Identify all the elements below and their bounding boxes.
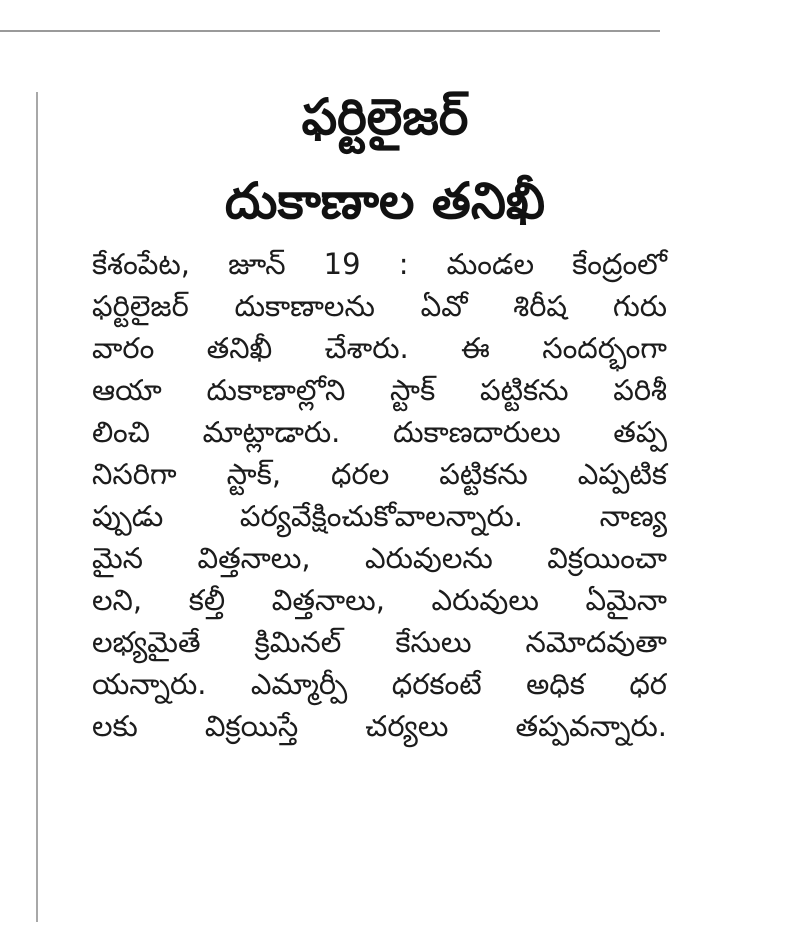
column-divider-rule: [36, 92, 38, 922]
body-line: ఆయా దుకాణాల్లోని స్టాక్ పట్టికను పరిశీ: [92, 373, 667, 407]
body-line: మైన విత్తనాలు, ఎరువులను విక్రయించా: [92, 541, 667, 575]
body-line: లభ్యమైతే క్రిమినల్ కేసులు నమోదవుతా: [92, 625, 667, 659]
article-headline: [80, 85, 680, 233]
body-line: లించి మాట్లాడారు. దుకాణదారులు తప్ప: [92, 415, 667, 449]
body-line: ప్పుడు పర్యవేక్షించుకోవాలన్నారు. నాణ్య: [92, 499, 667, 533]
body-line: వారం తనిఖీ చేశారు. ఈ సందర్భంగా: [92, 331, 667, 365]
top-divider-rule: [0, 30, 660, 32]
body-line: లని, కల్తీ విత్తనాలు, ఎరువులు ఏమైనా: [92, 583, 667, 617]
body-line: లకు విక్రయిస్తే చర్యలు తప్పవన్నారు.: [92, 709, 667, 743]
body-line: కేశంపేట, జూన్ 19 : మండల కేంద్రంలో: [92, 247, 667, 281]
article-body: [92, 243, 667, 747]
headline-line-2: దుకాణాల తనిఖీ: [224, 172, 546, 230]
news-article: [80, 85, 680, 747]
headline-line-1: ఫర్టిలైజర్: [301, 88, 469, 146]
body-line: యన్నారు. ఎమ్మార్పీ ధరకంటే అధిక ధర: [92, 667, 667, 701]
body-line: ఫర్టిలైజర్ దుకాణాలను ఏవో శిరీష గురు: [92, 289, 667, 323]
body-line: నిసరిగా స్టాక్, ధరల పట్టికను ఎప్పటిక: [92, 457, 667, 491]
